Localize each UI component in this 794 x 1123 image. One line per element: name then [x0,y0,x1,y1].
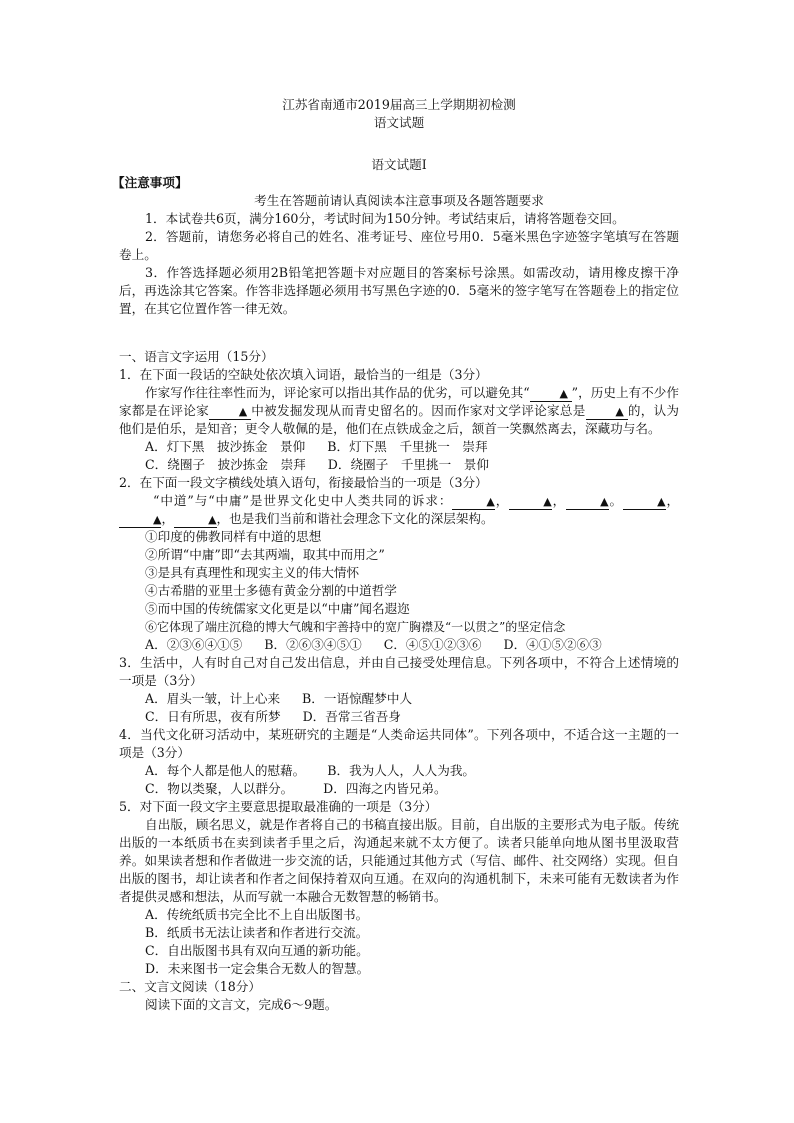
notice-lead: 考生在答题前请认真阅读本注意事项及各题答题要求 [254,193,544,208]
q1-option-b[interactable]: B．灯下黑 千里挑一 崇拜 [327,439,488,454]
q3-options-row-1 [119,690,679,708]
q2-sentence-5: ⑤而中国的传统儒家文化更是以“中庸”闻名遐迩 [145,601,410,616]
q3-options-row-2 [119,708,679,726]
q2-sentence-1: ①印度的佛教同样有中道的思想 [145,529,322,544]
q4-option-a[interactable]: A．每个人都是他人的慰藉。 [145,763,306,778]
notice-item-3: 3．作答选择题必须用2B铅笔把答题卡对应题目的答案标号涂黑。如需改动，请用橡皮擦干净后，再选涂其它答案。作答非选择题必须用书写黑色字迹的0．5毫米的签字笔写在答题卷上的指定位置，在其它位置作答一律无效。 [119,265,679,316]
q3-stem: 3．生活中，人有时自己对自己发出信息，并由自己接受处理信息。下列各项中，不符合上述情境的一项是（3分） [119,655,679,688]
exam-title: 江苏省南通市2019届高三上学期期初检测 [282,97,516,112]
q3-option-c[interactable]: C．日有所思，夜有所梦 [145,709,281,724]
q1-blank-2[interactable]: ▲ [209,404,251,420]
q1-option-d[interactable]: D．绕圈子 千里挑一 景仰 [327,457,489,472]
q2-option-b[interactable]: B．②⑥③④⑤① [264,637,362,652]
q5-option-a[interactable]: A．传统纸质书完全比不上自出版图书。 [145,907,369,922]
q2-option-d[interactable]: D．④①⑤②⑥③ [503,637,602,652]
q1-option-a[interactable]: A．灯下黑 披沙拣金 景仰 [145,439,306,454]
part2-intro: 阅读下面的文言文，完成6～9题。 [145,997,338,1012]
q2-sentence-4: ④古希腊的亚里士多德有黄金分割的中道哲学 [145,583,397,598]
q2-blank-4[interactable]: ▲ [623,494,665,510]
exam-subtitle: 语文试题 [373,115,425,130]
q5-option-b[interactable]: B．纸质书无法让读者和作者进行交流。 [145,925,369,940]
q1-options-row-1 [119,438,679,456]
q1-option-c[interactable]: C．绕圈子 披沙拣金 崇拜 [145,457,306,472]
q2-blank-5[interactable]: ▲ [119,512,161,528]
q2-option-a[interactable]: A．②③⑥④①⑤ [145,637,243,652]
q4-options-row-2 [119,780,679,798]
q4-option-c[interactable]: C．物以类聚，人以群分。 [145,781,294,796]
q1-blank-3[interactable]: ▲ [586,404,628,420]
q2-stem: 2．在下面一段文字横线处填入语句，衔接最恰当的一项是（3分） [119,475,488,490]
q1-stem: 1．在下面一段话的空缺处依次填入词语，最恰当的一组是（3分） [119,367,488,382]
q2-blank-1[interactable]: ▲ [452,494,494,510]
q5-passage: 自出版，顾名思义，就是作者将自己的书稿直接出版。目前，自出版的主要形式为电子版。传统出版的一本纸质书在卖到读者手里之后，沟通起来就不太方便了。读者只能单向地从图书里汲取营养。如果读者想和作者做进一步交流的话，只能通过其他方式（写信、邮件、社交网络）实现。但自出版的图书，却让读者和作者之间保持着双向互通。在双向的沟通机制下，未来可能有无数读者为作者提供灵感和想法，从而写就一本融合无数智慧的畅销书。 [119,817,679,904]
q3-option-b[interactable]: B．一语惊醒梦中人 [302,691,413,706]
q4-options-row-1 [119,762,679,780]
q2-sentence-3: ③是具有真理性和现实主义的伟大情怀 [145,565,360,580]
q2-sentence-6: ⑥它体现了端庄沉稳的博大气魄和宇善持中的宽广胸襟及“一以贯之”的坚定信念 [145,620,566,634]
notice-heading: 【注意事项】 [112,175,188,190]
q2-blank-3[interactable]: ▲ [566,494,608,510]
q2-sentence-2: ②所谓“中庸”即“去其两端，取其中而用之” [145,547,385,562]
q5-option-c[interactable]: C．自出版图书具有双向互通的新功能。 [145,943,369,958]
part2-heading: 二、文言文阅读（18分） [119,979,261,994]
q4-option-b[interactable]: B．我为人人，人人为我。 [327,763,476,778]
q3-option-a[interactable]: A．眉头一皱，计上心来 [145,691,281,706]
q4-option-d[interactable]: D．四海之内皆兄弟。 [323,781,447,796]
q5-option-d[interactable]: D．未来图书一定会集合无数人的智慧。 [145,961,370,976]
page-content [112,96,680,1014]
q2-passage: “中道”与“中庸”是世界文化史中人类共同的诉求： ▲， ▲， ▲。 ▲，▲， ▲，也是我们当前和谐社会理念下文化的深层架构。 [119,492,679,528]
q2-options [119,636,679,654]
notice-item-1: 1．本试卷共6页，满分160分，考试时间为150分钟。考试结束后，请将答题卷交回。 [145,211,625,226]
q2-option-c[interactable]: C．④⑤①②③⑥ [383,637,482,652]
q2-blank-6[interactable]: ▲ [174,512,216,528]
q3-option-d[interactable]: D．吾常三省吾身 [302,709,401,724]
q4-stem: 4．当代文化研习活动中，某班研究的主题是“人类命运共同体”。下列各项中，不适合这一主题的一项是（3分） [119,727,679,760]
q1-passage: 作家写作往往率性而为，评论家可以指出其作品的优劣，可以避免其“ ▲ ”，历史上有不少作家都是在评论家 ▲ 中被发掘发现从而青史留名的。因而作家对文学评论家总是 ▲ 的，认为他们是伯乐，是知音；更令人敬佩的是，他们在点铁成金之后，颔首一笑飘然离去，深藏功与名。 [119,385,680,436]
q2-blank-2[interactable]: ▲ [509,494,551,510]
section-title: 语文试题Ⅰ [371,157,427,172]
q1-options-row-2 [119,456,679,474]
part1-heading: 一、语言文字运用（15分） [119,349,274,364]
q1-blank-1[interactable]: ▲ [530,386,572,402]
q5-stem: 5．对下面一段文字主要意思提取最准确的一项是（3分） [119,799,438,814]
notice-item-2: 2．答题前，请您务必将自己的姓名、准考证号、座位号用0．5毫米黑色字迹签字笔填写在答题卷上。 [119,229,679,262]
